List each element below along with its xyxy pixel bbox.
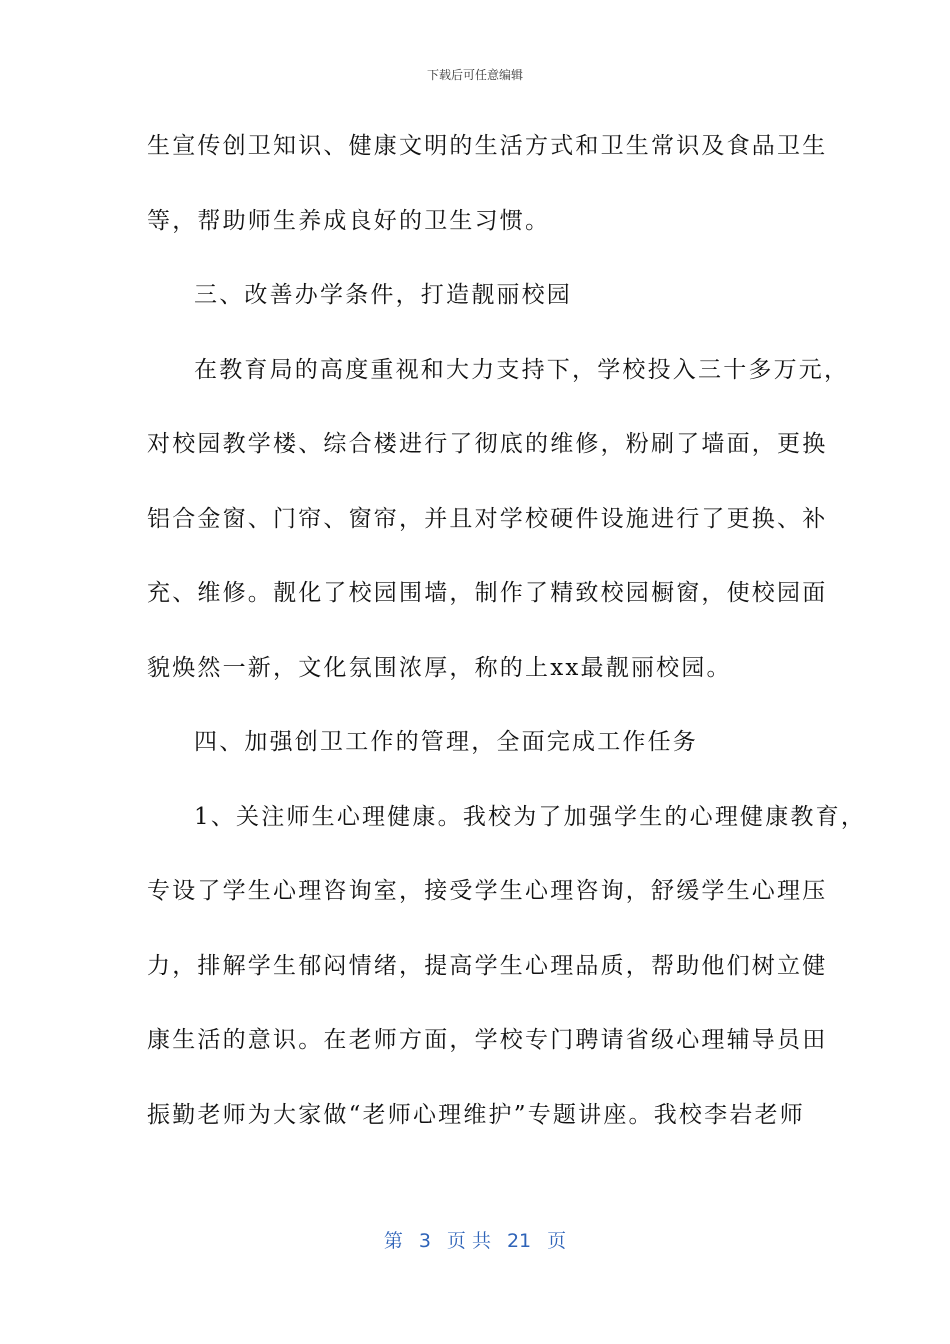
section-heading: 三、改善办学条件，打造靓丽校园: [194, 282, 572, 308]
body-line: 铝合金窗、门帘、窗帘，并且对学校硬件设施进行了更换、补: [147, 505, 828, 532]
current-page-number: 3: [418, 1230, 431, 1252]
page-footer: [0, 1226, 950, 1253]
body-line: 生宣传创卫知识、健康文明的生活方式和卫生常识及食品卫生: [147, 133, 828, 159]
header-note: 下载后可任意编辑: [426, 68, 523, 82]
page-middle: 页 共: [446, 1230, 491, 1252]
body-line: 在教育局的高度重视和大力支持下，学校投入三十多万元，: [194, 356, 850, 383]
page-prefix: 第: [383, 1230, 403, 1252]
body-line: 貌焕然一新，文化氛围浓厚，称的上xx最靓丽校园。: [147, 654, 732, 681]
body-line: 等，帮助师生养成良好的卫生习惯。: [147, 207, 551, 234]
body-line: 力，排解学生郁闷情绪，提高学生心理品质，帮助他们树立健: [147, 952, 828, 979]
body-line: 对校园教学楼、综合楼进行了彻底的维修，粉刷了墙面，更换: [147, 431, 828, 457]
page-suffix: 页: [547, 1230, 567, 1252]
body-line: 振勤老师为大家做“老师心理维护”专题讲座。我校李岩老师: [147, 1101, 805, 1128]
body-line: 充、维修。靓化了校园围墙，制作了精致校园橱窗，使校园面: [147, 580, 828, 606]
document-body: [147, 126, 867, 1169]
body-line: 专设了学生心理咨询室，接受学生心理咨询，舒缓学生心理压: [147, 878, 828, 904]
total-pages-number: 21: [506, 1230, 532, 1252]
section-heading: 四、加强创卫工作的管理，全面完成工作任务: [194, 729, 698, 755]
body-line: 1、关注师生心理健康。我校为了加强学生的心理健康教育，: [194, 803, 867, 830]
body-line: 康生活的意识。在老师方面，学校专门聘请省级心理辅导员田: [147, 1027, 828, 1053]
